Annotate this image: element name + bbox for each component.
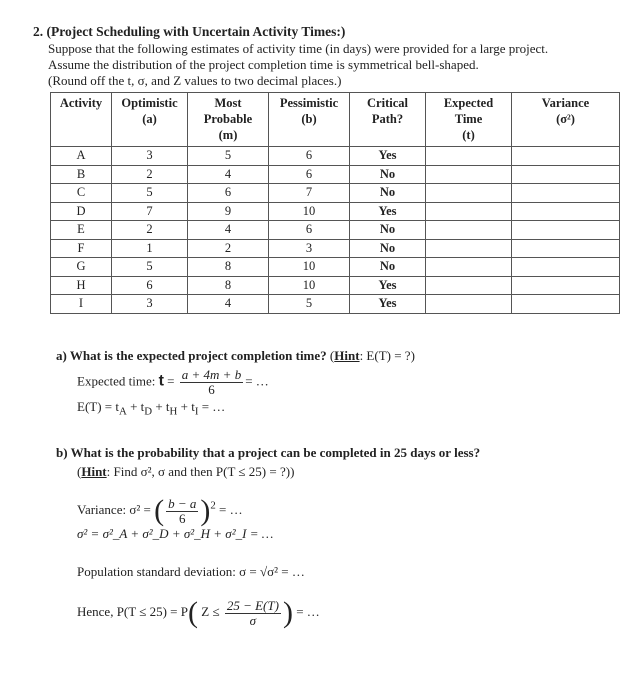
table-cell (426, 221, 512, 240)
table-cell: No (350, 184, 426, 203)
table-cell: 5 (188, 147, 269, 166)
table-cell: 5 (112, 184, 188, 203)
table-cell: No (350, 239, 426, 258)
activity-table (50, 92, 620, 314)
table-cell: 1 (112, 239, 188, 258)
question-title: 2. (Project Scheduling with Uncertain Activity Times:) (33, 24, 346, 39)
table-cell (512, 165, 620, 184)
table-cell: 7 (269, 184, 350, 203)
column-header: Variance (σ²) (512, 93, 620, 147)
table-row (51, 276, 620, 295)
table-cell: H (51, 276, 112, 295)
table-cell: E (51, 221, 112, 240)
table-cell: A (51, 147, 112, 166)
table-cell: 3 (269, 239, 350, 258)
table-cell: 6 (112, 276, 188, 295)
table-cell: 10 (269, 276, 350, 295)
table-cell: 6 (269, 165, 350, 184)
column-header: Pessimistic (b) (269, 93, 350, 147)
table-cell: 2 (112, 221, 188, 240)
table-row (51, 221, 620, 240)
table-cell (426, 202, 512, 221)
column-header: Optimistic (a) (112, 93, 188, 147)
table-cell: 6 (269, 221, 350, 240)
column-header: Critical Path? (350, 93, 426, 147)
table-cell: 10 (269, 258, 350, 277)
table-cell: No (350, 258, 426, 277)
table-cell: Yes (350, 295, 426, 314)
table-cell (426, 165, 512, 184)
table-cell: I (51, 295, 112, 314)
table-row (51, 295, 620, 314)
variance-sum-formula: σ² = σ²_A + σ²_D + σ²_H + σ²_I = … (77, 526, 274, 541)
table-cell (426, 276, 512, 295)
table-cell (512, 295, 620, 314)
table-cell (512, 221, 620, 240)
table-cell: 8 (188, 258, 269, 277)
table-cell: 7 (112, 202, 188, 221)
table-cell (426, 258, 512, 277)
table-cell: No (350, 221, 426, 240)
column-header: Expected Time (t) (426, 93, 512, 147)
table-cell (512, 202, 620, 221)
table-cell (426, 295, 512, 314)
table-cell: Yes (350, 202, 426, 221)
table-cell: 5 (112, 258, 188, 277)
table-cell (512, 276, 620, 295)
part-a: a) What is the expected project completion time? (Hint: E(T) = ?) Expected time: t = $\frac{a + 4m + b}{6}$ = … $E(T) = t_A + t_D + t_H + t_I$ = … (56, 348, 415, 418)
table-cell (426, 239, 512, 258)
table-cell (426, 147, 512, 166)
table-cell: 8 (188, 276, 269, 295)
table-cell: 4 (188, 165, 269, 184)
table-cell (512, 258, 620, 277)
table-cell: D (51, 202, 112, 221)
table-row (51, 258, 620, 277)
intro-text: Suppose that the following estimates of activity time (in days) were provided for a large project. Assume the distribution of the project completion time is symmetrical bell-shaped. (Round off the t, σ, and Z values to two decimal places.) (48, 41, 549, 88)
table-cell (512, 239, 620, 258)
table-cell: 6 (269, 147, 350, 166)
table-cell: 4 (188, 221, 269, 240)
column-header: Activity (51, 93, 112, 147)
table-cell: C (51, 184, 112, 203)
table-row (51, 184, 620, 203)
table-cell: 6 (188, 184, 269, 203)
table-cell: 10 (269, 202, 350, 221)
table-cell: G (51, 258, 112, 277)
table-row (51, 202, 620, 221)
table-cell: F (51, 239, 112, 258)
table-row (51, 165, 620, 184)
table-row (51, 147, 620, 166)
part-b: b) What is the probability that a project can be completed in 25 days or less? (Hint: Find σ², σ and then P(T ≤ 25) = ?)) Variance: σ² = ( $\frac{b - a}{6}$ )$^2$ = … σ² = σ²_A + σ²_D + σ²_H + σ²_I = … Population standard deviation: σ = √σ² = … Hence, P(T ≤ 25) = P( Z ≤ $\frac{25 - E(T)}{\sigma}$ ) = … (56, 445, 481, 629)
table-row (51, 239, 620, 258)
table-cell (426, 184, 512, 203)
table-cell: 2 (112, 165, 188, 184)
table-cell: No (350, 165, 426, 184)
table-cell: 9 (188, 202, 269, 221)
table-cell: 4 (188, 295, 269, 314)
table-cell: Yes (350, 147, 426, 166)
table-cell: B (51, 165, 112, 184)
table-cell: Yes (350, 276, 426, 295)
table-cell: 3 (112, 295, 188, 314)
table-cell (512, 147, 620, 166)
table-cell: 3 (112, 147, 188, 166)
table-cell: 2 (188, 239, 269, 258)
expected-time-formula: $\frac{a + 4m + b}{6}$ (181, 367, 242, 397)
column-header: Most Probable (m) (188, 93, 269, 147)
table-cell (512, 184, 620, 203)
table-cell: 5 (269, 295, 350, 314)
